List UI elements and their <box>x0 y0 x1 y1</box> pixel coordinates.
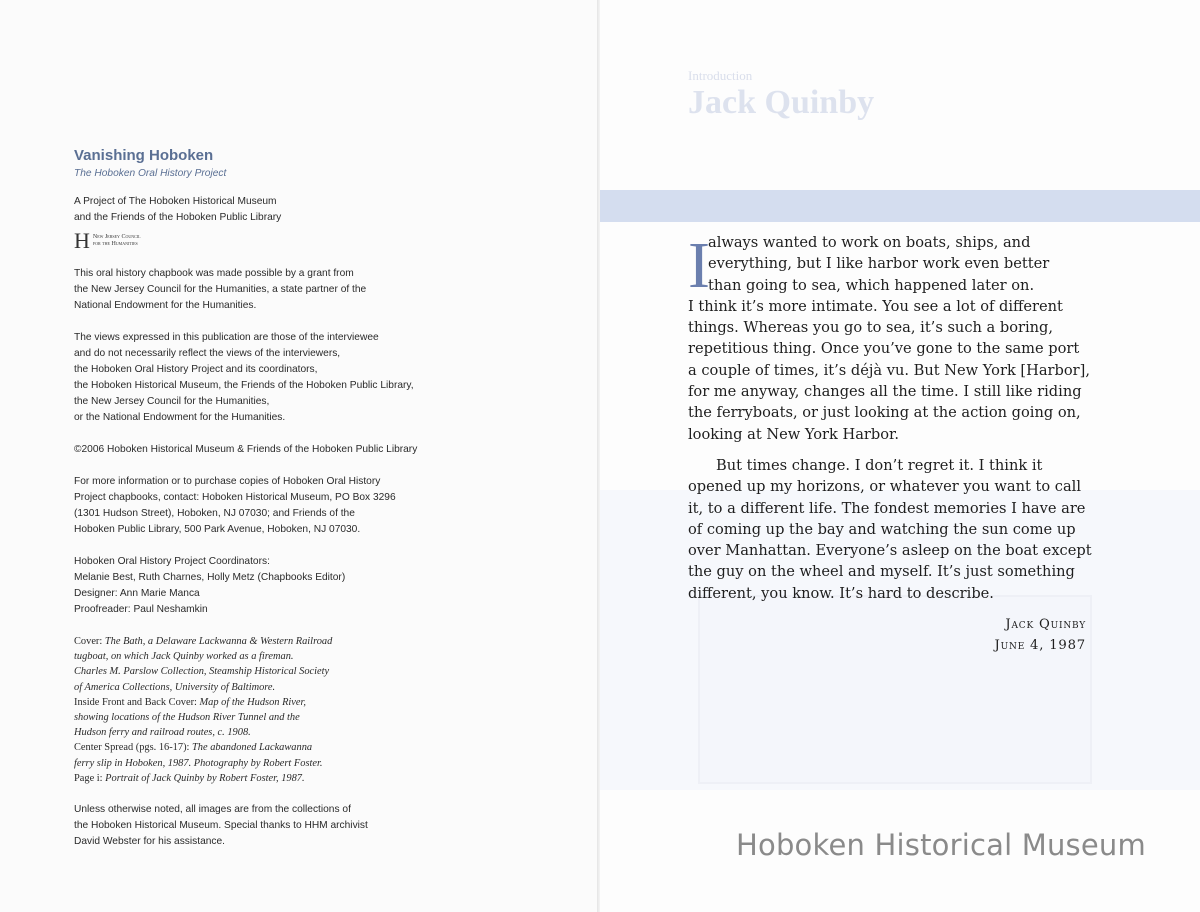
coordinators: Hoboken Oral History Project Coordinators: Melanie Best, Ruth Charnes, Holly Metz (Chapbooks Editor) Designer: Ann Marie Manca Proofreader: Paul Neshamkin <box>74 556 346 615</box>
book-title: Vanishing Hoboken <box>74 147 214 164</box>
copyright: ©2006 Hoboken Historical Museum & Friends of the Hoboken Public Library <box>74 444 418 455</box>
nj-council-logo: H New Jersey Council for the Humanities <box>74 228 141 253</box>
colophon <box>74 146 554 866</box>
left-page <box>0 0 598 912</box>
contact-info: For more information or to purchase copies of Hoboken Oral History Project chapbooks, contact: Hoboken Historical Museum, PO Box 3296 (1301 Hudson Street), Hoboken, NJ 07030; and Friends of the Hoboken Public Library, 500 Park Avenue, Hoboken, NJ 07030. <box>74 476 396 535</box>
project-statement: A Project of The Hoboken Historical Museum and the Friends of the Hoboken Public Library <box>74 196 282 223</box>
attribution-name: Jack Quinby <box>1005 617 1086 632</box>
show-through-name: Jack Quinby <box>688 84 875 121</box>
acknowledgments: Unless otherwise noted, all images are from the collections of the Hoboken Historical Museum. Special thanks to HHM archivist David Webster for his assistance. <box>74 804 368 848</box>
attribution-date: June 4, 1987 <box>994 638 1086 653</box>
show-through-heading: Introduction <box>688 68 753 83</box>
quote-paragraph-1: always wanted to work on boats, ships, and everything, but I like harbor work even better than going to sea, which happened later on. I think it’s more intimate. You see a lot of different things. Whereas you go to sea, it’s such a boring, repetitious thing. Once you’ve gone to the same port a couple of times, it’s déjà vu. But New York [Harbor], for me anyway, changes all the time. I still like riding the ferryboats, or just looking at the action going on, looking at New York Harbor. <box>688 234 1090 443</box>
disclaimer: The views expressed in this publication are those of the interviewee and do not necessarily reflect the views of the interviewers, the Hoboken Oral History Project and its coordinators, the Hoboken Historical Museum, the Friends of the Hoboken Public Library, the New Jersey Council for the Humanities, or the National Endowment for the Humanities. <box>74 332 414 423</box>
quote-text <box>688 229 1100 604</box>
quote-paragraph-2: But times change. I don’t regret it. I think it opened up my horizons, or whatever you want to call it, to a different life. The fondest memories I have are of coming up the bay and watching the sun come up over Manhattan. Everyone’s asleep on the boat except the guy on the wheel and myself. It’s just something different, you know. It’s hard to describe. <box>688 456 1092 602</box>
header-band <box>600 190 1200 222</box>
drop-cap: I <box>688 229 710 302</box>
book-subtitle: The Hoboken Oral History Project <box>74 168 227 179</box>
grant-statement: This oral history chapbook was made possible by a grant from the New Jersey Council for the Humanities, a state partner of the National Endowment for the Humanities. <box>74 268 367 311</box>
nj-council-h-mark: H <box>74 228 89 253</box>
museum-watermark: Hoboken Historical Museum <box>736 828 1146 862</box>
quote-attribution <box>900 614 1086 656</box>
image-credits: Cover: The Bath, a Delaware Lackwanna & Western Railroad tugboat, on which Jack Quinby worked as a fireman. Charles M. Parslow Collection, Steamship Historical Society of America Collections, University of Baltimore. Inside Front and Back Cover: Map of the Hudson River, showing locations of the Hudson River Tunnel and the Hudson ferry and railroad routes, c. 1908. Center Spread (pgs. 16-17): The abandoned Lackawanna ferry slip in Hoboken, 1987. Photography by Robert Foster. Page i: Portrait of Jack Quinby by Robert Foster, 1987. <box>74 636 333 784</box>
right-page <box>600 0 1200 912</box>
